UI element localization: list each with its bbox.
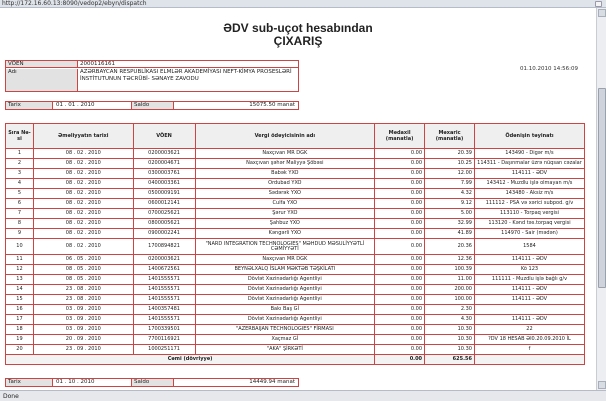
col-header-expense: Məxaric (manatla) <box>425 124 475 149</box>
row-index: 5 <box>6 189 34 199</box>
row-income: 0.00 <box>375 169 425 179</box>
row-date: 08 . 02 . 2010 <box>33 179 133 189</box>
row-purpose: 114311 - Daşınmalar üzrə nüqsan cəzalar <box>474 159 584 169</box>
table-row <box>6 315 585 325</box>
row-date: 08 . 02 . 2010 <box>33 239 133 255</box>
table-total-row <box>6 355 585 365</box>
row-index: 4 <box>6 179 34 189</box>
row-expense: 32.99 <box>425 219 475 229</box>
browser-status-bar <box>0 390 606 401</box>
row-expense: 11.00 <box>425 275 475 285</box>
row-purpose: 113120 - Kənd təs.torpaq vergisi <box>474 219 584 229</box>
row-date: 03 . 09 . 2010 <box>33 315 133 325</box>
row-date: 23 . 08 . 2010 <box>33 295 133 305</box>
row-expense: 12.36 <box>425 255 475 265</box>
voen-value: 2000116161 <box>80 61 115 67</box>
row-purpose: ?DV 18 HESAB ƏI0.20.09.2010 İL <box>474 335 584 345</box>
closing-balance <box>5 378 299 387</box>
row-voen: 1400672561 <box>133 265 195 275</box>
row-expense: 12.00 <box>425 169 475 179</box>
row-income: 0.00 <box>375 295 425 305</box>
row-voen: 1401555571 <box>133 315 195 325</box>
vertical-scrollbar[interactable] <box>596 8 606 390</box>
status-text: Done <box>3 393 19 400</box>
row-income: 0.00 <box>375 219 425 229</box>
row-date: 03 . 09 . 2010 <box>33 325 133 335</box>
row-date: 08 . 02 . 2010 <box>33 219 133 229</box>
row-income: 0.00 <box>375 189 425 199</box>
row-expense: 10.30 <box>425 345 475 355</box>
row-voen: 7700116921 <box>133 335 195 345</box>
row-expense: 4.30 <box>425 315 475 325</box>
row-date: 23 . 08 . 2010 <box>33 285 133 295</box>
row-payer: Dövlət Xəzinədarlığı Agentliyi <box>195 275 375 285</box>
table-row <box>6 275 585 285</box>
row-income: 0.00 <box>375 199 425 209</box>
opening-balance-value: 15075.50 manat <box>249 102 295 108</box>
row-income: 0.00 <box>375 275 425 285</box>
row-voen: 0700025621 <box>133 209 195 219</box>
row-purpose: 111112 - PSA və xərici subpod. g/v <box>474 199 584 209</box>
row-index: 9 <box>6 229 34 239</box>
opening-balance-label: Saldo <box>132 102 174 109</box>
row-payer: Culfa YXO <box>195 199 375 209</box>
scroll-up-button[interactable] <box>598 9 606 17</box>
row-voen: 1700339501 <box>133 325 195 335</box>
row-voen: 1400357481 <box>133 305 195 315</box>
row-payer: "AZERBAIJAN TECHNOLOGIES" FİRMASI <box>195 325 375 335</box>
row-income: 0.00 <box>375 179 425 189</box>
row-payer: Bakı Baş Gİ <box>195 305 375 315</box>
table-row <box>6 335 585 345</box>
row-index: 2 <box>6 159 34 169</box>
row-date: 08 . 02 . 2010 <box>33 229 133 239</box>
row-purpose: 114111 - ƏDV <box>474 169 584 179</box>
row-expense: 7.99 <box>425 179 475 189</box>
row-index: 18 <box>6 325 34 335</box>
table-row <box>6 325 585 335</box>
row-income: 0.00 <box>375 315 425 325</box>
total-empty <box>474 355 584 365</box>
row-index: 11 <box>6 255 34 265</box>
row-purpose: 143480 - Aksiz m/s <box>474 189 584 199</box>
row-index: 15 <box>6 295 34 305</box>
row-purpose: 22 <box>474 325 584 335</box>
voen-label: VÖEN <box>6 61 78 67</box>
report-title: ƏDV sub-uçot hesabından <box>223 21 373 35</box>
row-index: 16 <box>6 305 34 315</box>
row-income: 0.00 <box>375 149 425 159</box>
row-expense: 10.30 <box>425 335 475 345</box>
row-index: 19 <box>6 335 34 345</box>
row-voen: 0300003761 <box>133 169 195 179</box>
table-row <box>6 169 585 179</box>
taxpayer-name: AZƏRBAYCAN RESPUBLİKASI ELMLƏR AKADEMİYASI NEFT-KİMYA PROSESLƏRİ İNSTİTUTUNUN TƏCRÜBİ- SƏNAYE ZAVODU <box>80 69 292 82</box>
row-expense: 20.36 <box>425 239 475 255</box>
table-row <box>6 229 585 239</box>
row-income: 0.00 <box>375 335 425 345</box>
favorites-icon[interactable] <box>595 1 602 7</box>
row-index: 6 <box>6 199 34 209</box>
row-voen: 0400003361 <box>133 179 195 189</box>
row-expense: 10.25 <box>425 159 475 169</box>
row-payer: Naxçıvan MR DGK <box>195 149 375 159</box>
row-income: 0.00 <box>375 345 425 355</box>
row-income: 0.00 <box>375 325 425 335</box>
closing-date-label: Tarix <box>6 379 53 386</box>
col-header-date: Əməliyyatın tarixi <box>33 124 133 149</box>
row-date: 08 . 02 . 2010 <box>33 149 133 159</box>
row-payer: Babək YXO <box>195 169 375 179</box>
closing-balance-value: 14449.94 manat <box>249 379 295 385</box>
table-row <box>6 295 585 305</box>
row-index: 7 <box>6 209 34 219</box>
row-expense: 200.00 <box>425 285 475 295</box>
row-date: 08 . 02 . 2010 <box>33 209 133 219</box>
row-purpose: 114970 - Sair (mədən) <box>474 229 584 239</box>
row-purpose: 113110 - Torpaq vergisi <box>474 209 584 219</box>
table-row <box>6 189 585 199</box>
col-header-income: Mədaxil (manatla) <box>375 124 425 149</box>
address-url[interactable]: http://172.16.60.13:8090/vedop2/ebyn/dispatch <box>2 0 147 7</box>
row-payer: Şərur YXO <box>195 209 375 219</box>
col-header-index: Sıra Nə-si <box>6 124 34 149</box>
total-expense: 625.56 <box>425 355 475 365</box>
row-index: 8 <box>6 219 34 229</box>
row-date: 20 . 09 . 2010 <box>33 335 133 345</box>
row-voen: 1401555571 <box>133 285 195 295</box>
row-voen: 1000251171 <box>133 345 195 355</box>
row-expense: 100.00 <box>425 295 475 305</box>
table-row <box>6 199 585 209</box>
table-row <box>6 265 585 275</box>
row-purpose: 111111 - Muzdlu işlə bağlı g/v <box>474 275 584 285</box>
scroll-down-button[interactable] <box>598 381 606 389</box>
table-header-row <box>6 124 585 149</box>
row-income: 0.00 <box>375 285 425 295</box>
row-date: 08 . 05 . 2010 <box>33 265 133 275</box>
row-voen: 1401555571 <box>133 295 195 305</box>
table-row <box>6 149 585 159</box>
row-index: 14 <box>6 285 34 295</box>
row-voen: 0900002241 <box>133 229 195 239</box>
row-payer: Naxçıvan MR DGK <box>195 255 375 265</box>
row-voen: 0600012141 <box>133 199 195 209</box>
row-payer: Dövlət Xəzinədarlığı Agentliyi <box>195 285 375 295</box>
row-date: 08 . 02 . 2010 <box>33 189 133 199</box>
closing-balance-label: Saldo <box>132 379 174 386</box>
table-row <box>6 179 585 189</box>
row-payer: Xaçmaz Gİ <box>195 335 375 345</box>
row-purpose: 114111 - ƏDV <box>474 255 584 265</box>
total-label: Cəmi (dövriyyə) <box>6 355 375 365</box>
row-payer: Şahbuz YXO <box>195 219 375 229</box>
opening-balance <box>5 101 299 110</box>
row-income: 0.00 <box>375 229 425 239</box>
col-header-voen: VÖEN <box>133 124 195 149</box>
row-payer: Naxçıvan şəhər Maliyyə Şöbəsi <box>195 159 375 169</box>
report-subtitle: ÇIXARIŞ <box>273 34 323 48</box>
row-index: 17 <box>6 315 34 325</box>
row-payer: "AKA" ŞİRKƏTİ <box>195 345 375 355</box>
row-expense: 5.00 <box>425 209 475 219</box>
row-purpose: 143490 - Digər m/s <box>474 149 584 159</box>
taxpayer-info-box <box>5 60 299 92</box>
scroll-thumb[interactable] <box>598 88 606 288</box>
report-page <box>0 8 596 390</box>
row-date: 08 . 02 . 2010 <box>33 169 133 179</box>
transactions-table <box>5 123 585 365</box>
row-income: 0.00 <box>375 209 425 219</box>
table-row <box>6 209 585 219</box>
row-income: 0.00 <box>375 305 425 315</box>
row-voen: 1401555571 <box>133 275 195 285</box>
row-date: 23 . 09 . 2010 <box>33 345 133 355</box>
opening-date: 01 . 01 . 2010 <box>53 102 132 109</box>
report-timestamp: 01.10.2010 14:56:09 <box>520 66 578 72</box>
row-income: 0.00 <box>375 265 425 275</box>
row-date: 03 . 09 . 2010 <box>33 305 133 315</box>
table-row <box>6 255 585 265</box>
row-purpose: 1584 <box>474 239 584 255</box>
col-header-purpose: Ödənişin təyinatı <box>474 124 584 149</box>
row-payer: "NARD INTEGRATION TECHNOLOGIES" MƏHDUD MƏSULİYYƏTLİ CƏMİYYƏTİ <box>195 239 375 255</box>
row-expense: 10.30 <box>425 325 475 335</box>
row-purpose: 114111 - ƏDV <box>474 285 584 295</box>
table-row <box>6 285 585 295</box>
row-purpose: f <box>474 345 584 355</box>
row-index: 13 <box>6 275 34 285</box>
row-purpose: 114111 - ƏDV <box>474 295 584 305</box>
row-payer: BEYNƏLXALQ İSLAM MƏKTƏB TƏŞKİLATI <box>195 265 375 275</box>
row-index: 20 <box>6 345 34 355</box>
row-purpose: 114111 - ƏDV <box>474 315 584 325</box>
row-payer: Kəngərli YXO <box>195 229 375 239</box>
row-voen: 0200003621 <box>133 255 195 265</box>
row-index: 12 <box>6 265 34 275</box>
browser-address-bar[interactable] <box>0 0 606 8</box>
row-index: 1 <box>6 149 34 159</box>
row-voen: 1700894821 <box>133 239 195 255</box>
table-row <box>6 159 585 169</box>
row-payer: Sədərək YXO <box>195 189 375 199</box>
row-expense: 41.89 <box>425 229 475 239</box>
row-payer: Dövlət Xəzinədarlığı Agentliyi <box>195 315 375 325</box>
table-row <box>6 345 585 355</box>
row-expense: 9.12 <box>425 199 475 209</box>
row-expense: 4.32 <box>425 189 475 199</box>
row-voen: 0800005621 <box>133 219 195 229</box>
row-index: 10 <box>6 239 34 255</box>
row-index: 3 <box>6 169 34 179</box>
table-row <box>6 219 585 229</box>
row-date: 08 . 05 . 2010 <box>33 275 133 285</box>
row-payer: Dövlət Xəzinədarlığı Agentliyi <box>195 295 375 305</box>
row-voen: 0200004671 <box>133 159 195 169</box>
total-income: 0.00 <box>375 355 425 365</box>
row-voen: 0200003621 <box>133 149 195 159</box>
row-expense: 20.39 <box>425 149 475 159</box>
row-payer: Ordubad YXO <box>195 179 375 189</box>
row-date: 06 . 05 . 2010 <box>33 255 133 265</box>
row-purpose: 143412 - Muzdlu işlə olmayan m/s <box>474 179 584 189</box>
col-header-payer: Vergi ödəyicisinin adı <box>195 124 375 149</box>
row-expense: 100.39 <box>425 265 475 275</box>
table-row <box>6 239 585 255</box>
row-purpose <box>474 305 584 315</box>
table-row <box>6 305 585 315</box>
row-date: 08 . 02 . 2010 <box>33 159 133 169</box>
row-expense: 2.30 <box>425 305 475 315</box>
row-income: 0.00 <box>375 159 425 169</box>
row-income: 0.00 <box>375 255 425 265</box>
name-label: Adı <box>6 69 78 91</box>
row-voen: 0500009191 <box>133 189 195 199</box>
row-date: 08 . 02 . 2010 <box>33 199 133 209</box>
opening-date-label: Tarix <box>6 102 53 109</box>
row-income: 0.00 <box>375 239 425 255</box>
closing-date: 01 . 10 . 2010 <box>53 379 132 386</box>
row-purpose: Kö 123 <box>474 265 584 275</box>
